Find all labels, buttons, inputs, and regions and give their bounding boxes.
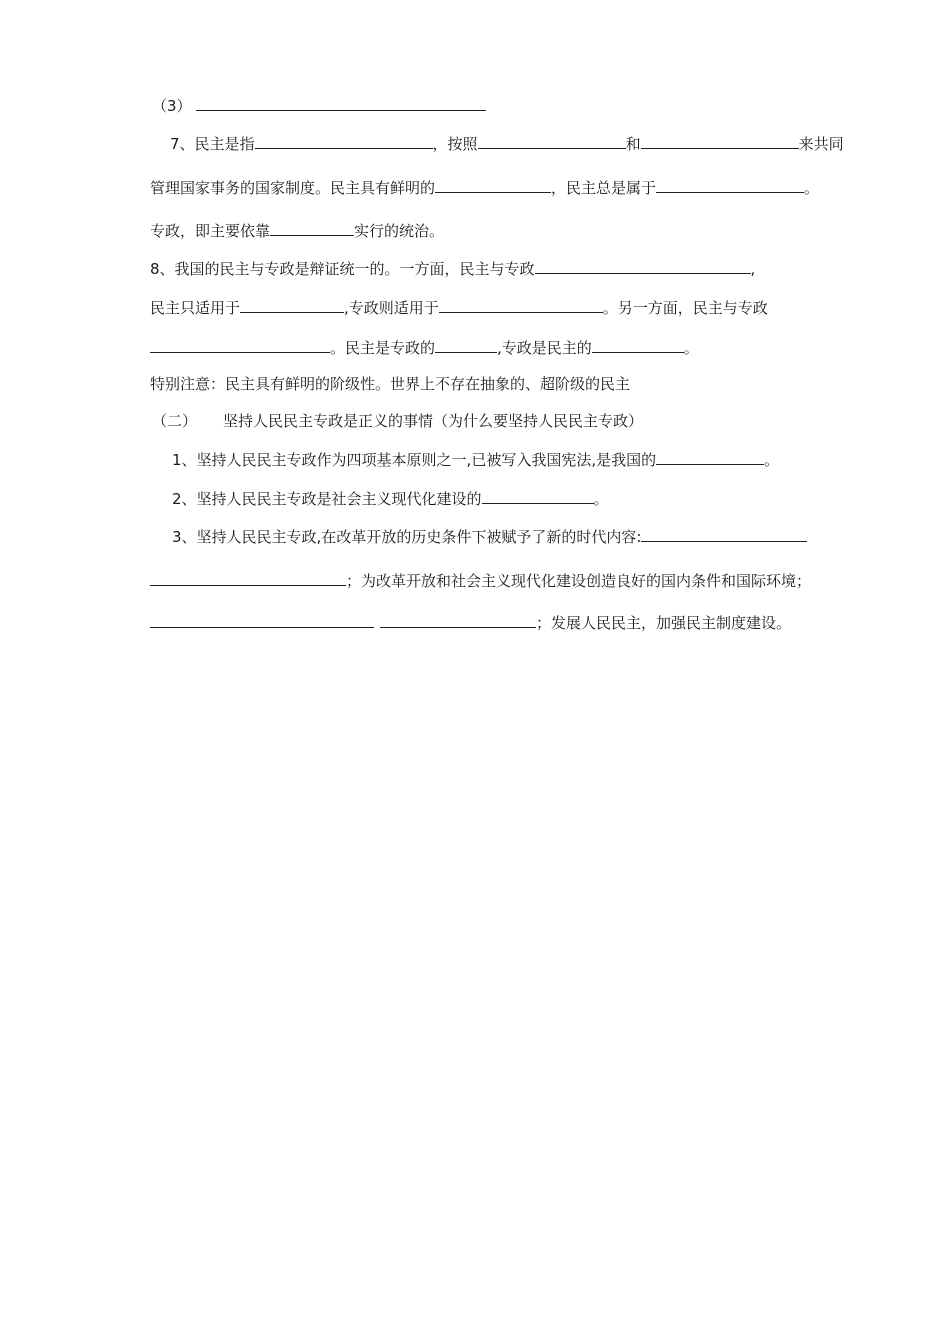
text-fragment: 。 [593, 490, 609, 508]
special-note [150, 374, 630, 394]
text-fragment: 专政，即主要依靠 [150, 222, 271, 240]
answer-blank[interactable] [592, 338, 684, 353]
section-2-item-3-line-2 [150, 571, 811, 591]
answer-blank[interactable] [150, 613, 374, 628]
answer-blank[interactable] [150, 571, 346, 586]
text-fragment: 8、我国的民主与专政是辩证统一的。一方面，民主与专政 [150, 260, 535, 278]
text-fragment: 。 [804, 179, 820, 197]
text-fragment: 实行的统治。 [354, 222, 445, 240]
text-fragment: ；为改革开放和社会主义现代化建设创造良好的国内条件和国际环境； [346, 572, 812, 590]
section-2-item-3-line-1 [172, 527, 807, 547]
answer-blank[interactable] [196, 96, 486, 111]
answer-blank[interactable] [255, 134, 433, 149]
answer-blank[interactable] [439, 298, 603, 313]
answer-blank[interactable] [656, 450, 764, 465]
question-8-line-2 [150, 298, 768, 318]
question-8-line-1 [150, 259, 755, 279]
section-2-heading [152, 411, 643, 431]
text-fragment: 和 [625, 135, 641, 153]
answer-blank[interactable] [641, 527, 807, 542]
question-8-line-3 [150, 338, 699, 358]
answer-blank[interactable] [656, 178, 804, 193]
text-fragment: 管理国家事务的国家制度。民主具有鲜明的 [150, 179, 436, 197]
question-7-line-1 [170, 134, 844, 154]
note-text: 特别注意：民主具有鲜明的阶级性。世界上不存在抽象的、超阶级的民主 [150, 375, 631, 393]
text-fragment: 2、坚持人民民主专政是社会主义现代化建设的 [172, 490, 482, 508]
text-fragment: 3、坚持人民民主专政,在改革开放的历史条件下被赋予了新的时代内容: [172, 528, 642, 546]
answer-blank[interactable] [535, 259, 751, 274]
text-fragment: ，民主总是属于 [551, 179, 657, 197]
text-fragment: 。 [683, 339, 699, 357]
question-7-line-2 [150, 178, 819, 198]
text-fragment: 7、民主是指 [170, 135, 255, 153]
answer-blank[interactable] [435, 338, 497, 353]
answer-blank[interactable] [270, 221, 354, 236]
text-fragment: ，按照 [432, 135, 478, 153]
answer-blank[interactable] [478, 134, 626, 149]
text-fragment: , [750, 260, 756, 278]
text-fragment: ,专政则适用于 [344, 299, 439, 317]
section-2-item-3-line-3 [150, 613, 791, 633]
answer-blank[interactable] [641, 134, 799, 149]
answer-blank[interactable] [482, 489, 594, 504]
text-fragment: 。另一方面，民主与专政 [602, 299, 768, 317]
section-2-item-2 [172, 489, 609, 509]
text-fragment: 1、坚持人民民主专政作为四项基本原则之一,已被写入我国宪法,是我国的 [172, 451, 657, 469]
answer-blank[interactable] [240, 298, 344, 313]
answer-blank[interactable] [380, 613, 536, 628]
section-number: （二） [152, 412, 198, 430]
item-3-line [152, 96, 486, 116]
text-fragment: 。民主是专政的 [330, 339, 436, 357]
item-number: （3） [152, 97, 192, 115]
section-title: 坚持人民民主专政是正义的事情（为什么要坚持人民民主专政） [223, 412, 644, 430]
text-fragment: ；发展人民民主，加强民主制度建设。 [536, 614, 792, 632]
answer-blank[interactable] [435, 178, 551, 193]
section-2-item-1 [172, 450, 779, 470]
text-fragment: 来共同 [798, 135, 844, 153]
question-7-line-3 [150, 221, 444, 241]
text-fragment: ,专政是民主的 [497, 339, 592, 357]
answer-blank[interactable] [150, 338, 330, 353]
text-fragment: 民主只适用于 [150, 299, 241, 317]
text-fragment: 。 [764, 451, 780, 469]
